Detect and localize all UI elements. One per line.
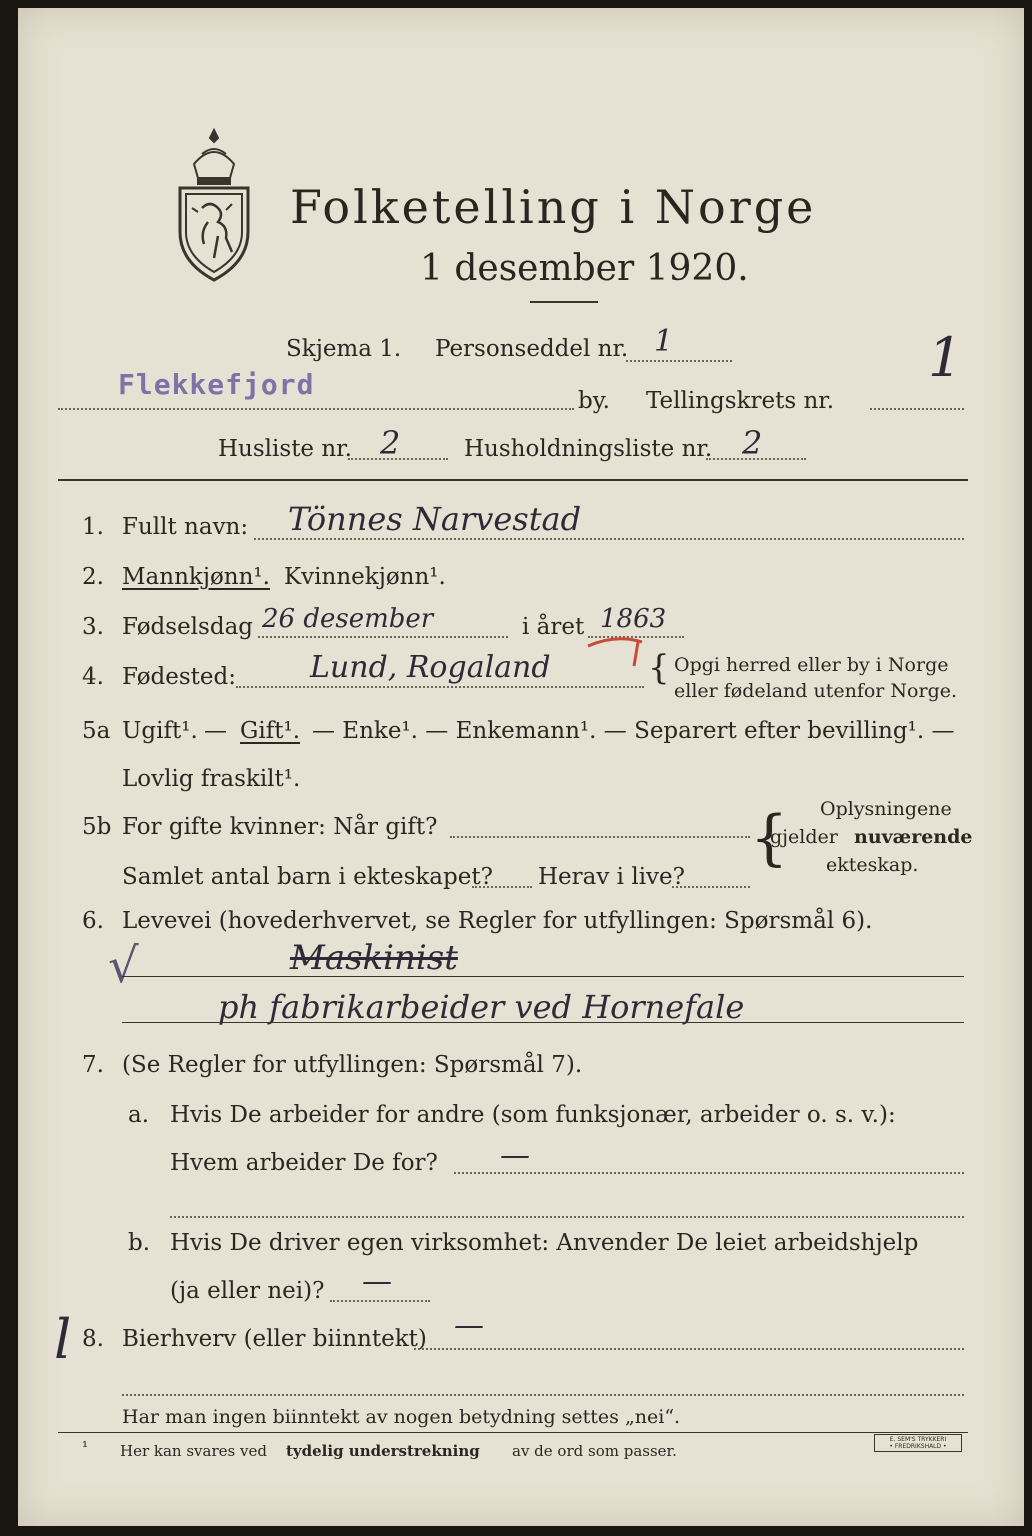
q5a-number: 5a — [82, 718, 111, 744]
q8-value: — — [454, 1308, 484, 1343]
q5b-alive-label: Herav i live? — [538, 864, 685, 890]
form-title: Folketelling i Norge — [290, 180, 817, 234]
q1-label: Fullt navn: — [122, 514, 249, 540]
q7a-number: a. — [128, 1102, 150, 1128]
q7b-text: Hvis De driver egen virksomhet: Anvender De leiet arbeidshjelp — [170, 1230, 919, 1256]
status-ugift-option: Ugift¹. — [122, 718, 198, 744]
q5b-note-3: ekteskap. — [826, 854, 919, 876]
q3-year-label: i året — [522, 614, 585, 640]
status-fraskilt-option: Lovlig fraskilt¹. — [122, 766, 301, 792]
q5b-label: For gifte kvinner: Når gift? — [122, 814, 438, 840]
q5b-note-2b: nuværende — [854, 826, 973, 848]
personseddel-value: 1 — [654, 324, 674, 359]
q6-label: Levevei (hovederhvervet, se Regler for utfyllingen: Spørsmål 6). — [122, 908, 873, 934]
q8-margin-mark: l — [54, 1308, 72, 1371]
schema-label: Skjema 1. — [286, 336, 402, 362]
husholdning-label: Husholdningsliste nr. — [464, 436, 713, 462]
footer-note: Har man ingen biinntekt av nogen betydning settes „nei“. — [122, 1406, 681, 1428]
q7-number: 7. — [82, 1052, 104, 1078]
birthplace-note-2: eller fødeland utenfor Norge. — [674, 680, 958, 702]
q7b-number: b. — [128, 1230, 151, 1256]
occupation-value-1: Maskinist — [290, 938, 458, 978]
gender-male-option: Mannkjønn¹. — [122, 564, 270, 590]
footnote-number: ¹ — [82, 1438, 89, 1456]
status-other-options: — Enke¹. — Enkemann¹. — Separert efter bevilling¹. — — [312, 718, 955, 744]
birth-year-value: 1863 — [600, 604, 667, 634]
q4-number: 4. — [82, 664, 104, 690]
printer-mark — [874, 1434, 962, 1452]
gender-female-option: Kvinnekjønn¹. — [284, 564, 446, 590]
birthplace-value: Lund, Rogaland — [310, 650, 551, 685]
q5b-children-label: Samlet antal barn i ekteskapet? — [122, 864, 493, 890]
q5b-note-1: Oplysningene — [820, 798, 952, 820]
q8-label: Bierhverv (eller biinntekt) — [122, 1326, 427, 1352]
q6-check-mark: √ — [108, 938, 139, 994]
husholdning-value: 2 — [742, 424, 763, 462]
q7a-text: Hvis De arbeider for andre (som funksjonær, arbeider o. s. v.): — [170, 1102, 896, 1128]
birthplace-note-1: Opgi herred eller by i Norge — [674, 654, 949, 676]
status-gift-option: Gift¹. — [240, 718, 301, 744]
q7a-value: — — [500, 1138, 530, 1173]
printer-name: E. SEM'S TRYKKERI — [889, 1436, 947, 1443]
by-label: by. — [578, 388, 610, 414]
footnote-text-c: av de ord som passer. — [512, 1442, 677, 1460]
personseddel-label: Personseddel nr. — [435, 336, 629, 362]
occupation-value-2: ph fabrikarbeider ved Hornefale — [218, 988, 745, 1026]
q2-number: 2. — [82, 564, 104, 590]
footnote-text-a: Her kan svares ved — [120, 1442, 267, 1460]
place-stamp: Flekkefjord — [118, 368, 315, 401]
printer-city: • FREDRIKSHALD • — [889, 1443, 947, 1450]
q3-number: 3. — [82, 614, 104, 640]
census-form: Folketelling i Norge 1 desember 1920. Skjema 1. Personseddel nr. 1 1 Flekkefjord by. Tellingskrets nr. Husliste nr. 2 Husholdningsliste nr. 2 1. Fullt navn: Tönnes Narvestad 2. Mannkjønn¹. Kvinnekjønn¹. 3. Fødselsdag 26 desember i året 1863 4. Fødested: Lund, Rogaland { Opgi herred eller by i Norge eller fødeland utenfor Norge. 5a Ugift¹. — Gift¹. — Enke¹. — Enkemann¹. — Separert efter bevilling¹. — Lovlig fraskilt¹. 5b For gifte kvinner: Når gift? Samlet antal barn i ekteskapet? Herav i live? { Oplysningene gjelder nuværende ekteskap. 6. Levevei (hovederhvervet, se Regler for utfyllingen: Spørsmål 6). √ Maskinist ph fabrikarbeider ved Hornefale 7. (Se Regler for utfyllingen: Spørsmål 7). a. Hvis De arbeider for andre (som funksjonær, arbeider o. s. v.): Hvem arbeider De for? — b. Hvis De driver egen virksomhet: Anvender De leiet arbeidshjelp (ja eller nei)? — l 8. Bierhverv (eller biinntekt) — Har man ingen biinntekt av nogen betydning settes „nei“. ¹ Her kan svares ved tydelig understrekning av de ord som passer. E. SEM'S TRYKKERI • FREDRIKSHALD • — [18, 8, 1024, 1526]
q6-number: 6. — [82, 908, 104, 934]
corner-mark: 1 — [928, 326, 963, 389]
birthday-value: 26 desember — [262, 604, 434, 634]
q5b-note-2a: gjelder — [770, 826, 838, 848]
q3-label: Fødselsdag — [122, 614, 254, 640]
tellingskrets-label: Tellingskrets nr. — [646, 388, 835, 414]
full-name-value: Tönnes Narvestad — [288, 500, 582, 538]
footnote-text-b: tydelig understrekning — [286, 1442, 480, 1460]
census-date: 1 desember 1920. — [420, 248, 749, 289]
norwegian-coat-of-arms-icon — [168, 126, 260, 286]
q7a-question: Hvem arbeider De for? — [170, 1150, 438, 1176]
q5a-dash: — — [204, 718, 227, 744]
q7b-question: (ja eller nei)? — [170, 1278, 325, 1304]
red-correction-mark — [586, 630, 646, 670]
q4-label: Fødested: — [122, 664, 237, 690]
husliste-label: Husliste nr. — [218, 436, 352, 462]
q1-number: 1. — [82, 514, 104, 540]
q7b-value: — — [362, 1264, 392, 1299]
q7-label: (Se Regler for utfyllingen: Spørsmål 7). — [122, 1052, 583, 1078]
q8-number: 8. — [82, 1326, 104, 1352]
q5b-number: 5b — [82, 814, 112, 840]
husliste-value: 2 — [380, 424, 401, 462]
